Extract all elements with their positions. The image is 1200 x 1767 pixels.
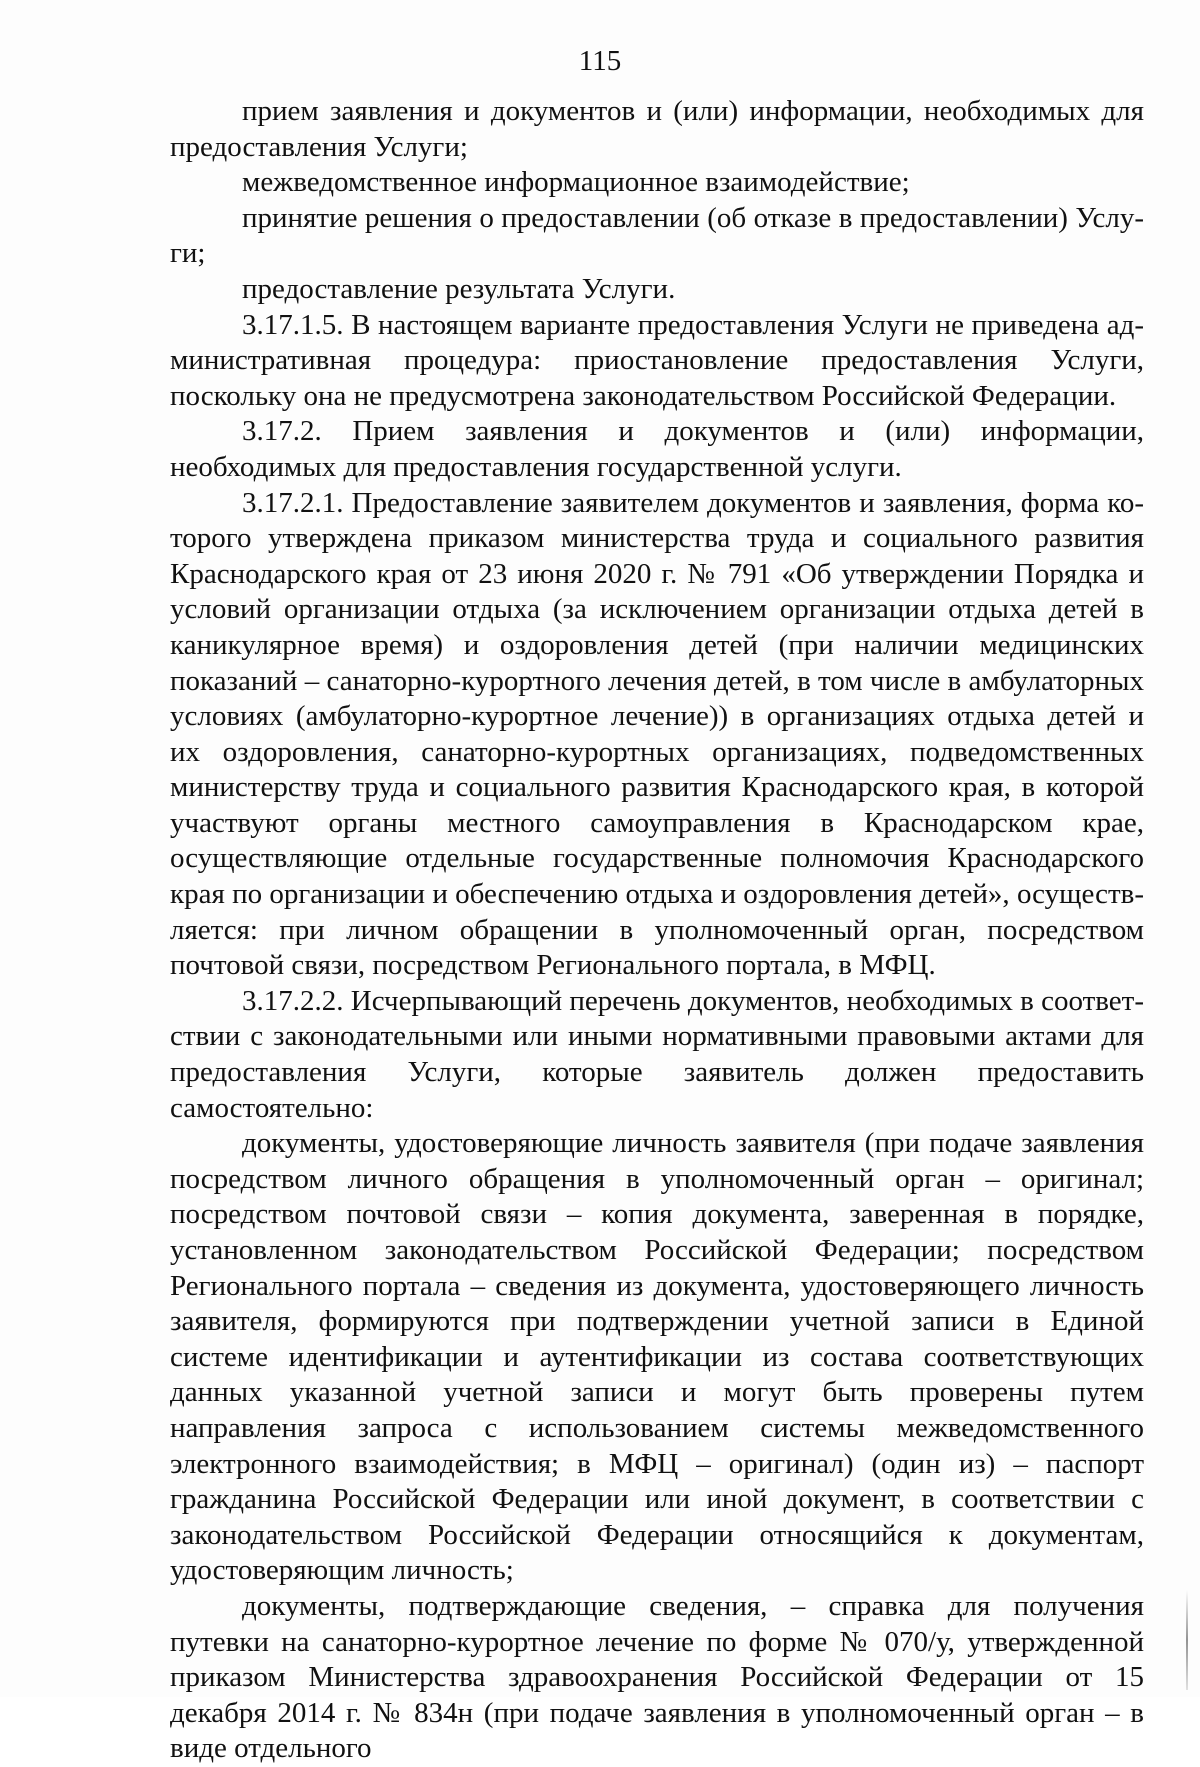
page-number: 115: [578, 45, 622, 77]
paragraph-item-2: межведомственное информационное взаимодействие;: [242, 166, 910, 199]
scan-edge-mark: [1186, 1590, 1188, 1690]
paragraph-3-17-1-5: 3.17.1.5. В настоящем варианте предоставления Услуги не приведена административная процедура: приостановление предоставления Услуги, поскольку она не предусмотрена законодательством Российской Федерации.: [170, 308, 1144, 412]
paragraph-item-3: принятие решения о предоставлении (об отказе в предоставлении) Услуги;: [170, 201, 1144, 270]
paragraph-item-1: прием заявления и документов и (или) информации, необходимых для предоставления Услуги;: [170, 95, 1144, 163]
paragraph-3-17-2: 3.17.2. Прием заявления и документов и (или) информации, необходимых для предоставления государственной услуги.: [170, 415, 1144, 483]
paragraph-confirming-documents: документы, подтверждающие сведения, – справка для получения путевки на санаторно-курортное лечение по форме № 070/у, утвержденной приказом Министерства здравоохранения Российской Федерации от 15 декабря 2014 г. № 834н (при подаче заявления в уполномоченный орган – в виде отдельного: [170, 1589, 1144, 1765]
paragraph-3-17-2-2: 3.17.2.2. Исчерпывающий перечень документов, необходимых в соответствии с законодательными или иными нормативными правовыми актами для предоставления Услуги, которые заявитель должен предоставить самостоятельно:: [170, 984, 1144, 1124]
paragraph-identity-documents: документы, удостоверяющие личность заявителя (при подаче заявления посредством личного обращения в уполномоченный орган – оригинал; посредством почтовой связи – копия документа, заверенная в порядке, установленном законодательством Российской Федерации; посредством Регионального портала – сведения из документа, удостоверяющего личность заявителя, формируются при подтверждении учетной записи в Единой системе идентификации и аутентификации из состава соответствующих данных указанной учетной записи и могут быть проверены путем направления запроса с использованием системы межведомственного электронного взаимодействия; в МФЦ – оригинал) (один из) – паспорт гражданина Российской Федерации или иной документ, в соответствии с законодательством Российской Федерации относящийся к документам, удостоверяющим личность;: [170, 1127, 1144, 1587]
document-body: [170, 94, 1144, 1767]
paragraph-item-4: предоставление результата Услуги.: [242, 272, 676, 305]
paragraph-3-17-2-1: 3.17.2.1. Предоставление заявителем документов и заявления, форма которого утверждена приказом министерства труда и социального развития Краснодарского края от 23 июня 2020 г. № 791 «Об утверждении Порядка и условий организации отдыха (за исключением организации отдыха детей в каникулярное время) и оздоровления детей (при наличии медицинских показаний – санаторно-курортного лечения детей, в том числе в амбулаторных условиях (амбулаторно-курортное лечение)) в организациях отдыха детей и их оздоровления, санаторно-курортных организациях, подведомственных министерству труда и социального развития Краснодарского края, в которой участвуют органы местного самоуправления в Краснодарском крае, осуществляющие отдельные государственные полномочия Краснодарского края по организации и обеспечению отдыха и оздоровления детей», осуществляется: при личном обращении в уполномоченный орган, посредством почтовой связи, посредством Регионального портала, в МФЦ.: [170, 486, 1144, 982]
